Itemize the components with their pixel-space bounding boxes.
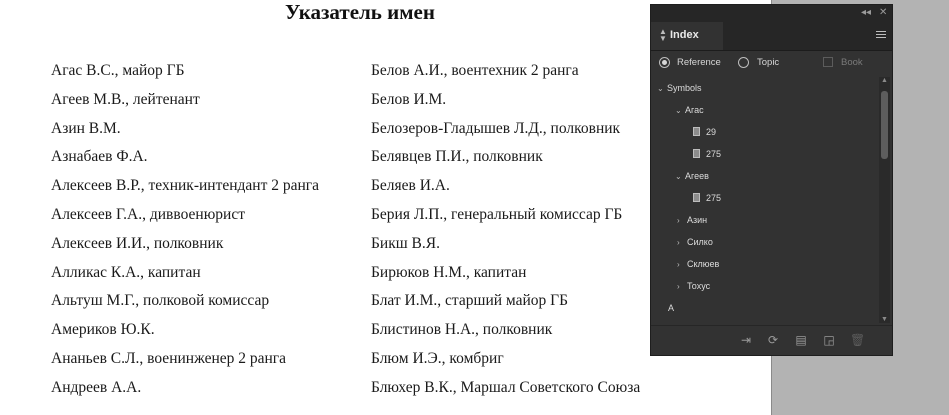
panel-bottom-bar	[651, 325, 892, 356]
refresh-icon[interactable]: ⟳	[767, 333, 779, 347]
scroll-up-icon[interactable]: ▲	[881, 77, 888, 84]
index-panel	[650, 4, 893, 356]
page-icon	[693, 127, 700, 136]
index-entry: Блат И.М., старший майор ГБ	[371, 292, 569, 310]
index-entry: Азнабаев Ф.А.	[51, 148, 148, 166]
index-entry: Бирюков Н.М., капитан	[371, 263, 527, 281]
new-entry-icon[interactable]: ▤	[795, 333, 807, 347]
index-entry: Блистинов Н.А., полковник	[371, 321, 553, 339]
scroll-thumb[interactable]	[881, 91, 888, 159]
index-entry: Белозеров-Гладышев Л.Д., полковник	[371, 119, 621, 137]
index-entry: Америков Ю.К.	[51, 321, 155, 339]
index-mode-options	[651, 51, 892, 75]
page-title: Указатель имен	[285, 0, 435, 24]
index-column-right	[371, 60, 640, 406]
tree-node-agas[interactable]: ⌄ Агас	[675, 102, 704, 118]
tab-index-label: Index	[670, 29, 699, 41]
close-panel-icon[interactable]: ✕	[879, 7, 888, 18]
tree-page-ref[interactable]: 275	[693, 190, 721, 206]
index-entry: Белявцев П.И., полковник	[371, 148, 543, 166]
index-entry: Белов А.И., воентехник 2 ранга	[371, 62, 579, 79]
tree-node-collapsed[interactable]: › Силко	[677, 234, 713, 250]
topic-radio[interactable]	[738, 57, 749, 68]
tree-node-symbols[interactable]: ⌄ Symbols	[657, 80, 702, 96]
tab-index[interactable]	[651, 22, 723, 50]
book-label: Book	[841, 57, 863, 68]
index-entry: Алексеев Г.А., диввоенюрист	[51, 205, 245, 223]
chevron-down-icon[interactable]: ⌄	[675, 172, 682, 181]
page-icon	[693, 149, 700, 158]
book-checkbox	[823, 57, 833, 67]
tab-arrows-icon: ▲ ▼	[659, 27, 667, 43]
index-entry: Алексеев И.И., полковник	[51, 234, 224, 252]
tree-node-collapsed[interactable]: › Склюев	[677, 256, 719, 272]
reference-label[interactable]: Reference	[677, 57, 721, 68]
index-entry: Алликас К.А., капитан	[51, 263, 201, 281]
index-entry: Ананьев С.Л., военинженер 2 ранга	[51, 349, 287, 367]
tree-node-letter[interactable]: A	[668, 303, 675, 313]
delete-icon: 🗑	[850, 333, 866, 347]
index-entry: Блюхер В.К., Маршал Советского Союза	[371, 378, 641, 396]
topic-label[interactable]: Topic	[757, 57, 780, 68]
chevron-right-icon[interactable]: ›	[677, 216, 680, 225]
panel-menu-icon[interactable]	[876, 31, 886, 40]
new-page-icon[interactable]: ◲	[823, 333, 835, 347]
index-column-left	[51, 60, 319, 406]
chevron-right-icon[interactable]: ›	[677, 238, 680, 247]
tree-node-collapsed[interactable]: › Тохус	[677, 278, 710, 294]
chevron-down-icon[interactable]: ⌄	[657, 84, 664, 93]
chevron-right-icon[interactable]: ›	[677, 282, 680, 291]
index-entry: Андреев А.А.	[51, 378, 142, 396]
tree-page-ref[interactable]: 275	[693, 146, 721, 162]
index-entry: Альтуш М.Г., полковой комиссар	[51, 292, 270, 310]
page-icon	[693, 193, 700, 202]
chevron-down-icon[interactable]: ⌄	[675, 106, 682, 115]
tree-node-collapsed[interactable]: › Азин	[677, 212, 707, 228]
chevron-right-icon[interactable]: ›	[677, 260, 680, 269]
index-entry: Агеев М.В., лейтенант	[51, 90, 200, 108]
index-entry: Агас В.С., майор ГБ	[51, 62, 185, 79]
index-entry: Белов И.М.	[371, 90, 447, 108]
reference-radio[interactable]	[659, 57, 670, 68]
index-entry: Беляев И.А.	[371, 177, 450, 195]
scroll-down-icon[interactable]: ▼	[881, 316, 888, 323]
index-entry: Берия Л.П., генеральный комиссар ГБ	[371, 205, 623, 223]
index-entry: Блюм И.Э., комбриг	[371, 349, 504, 367]
go-to-entry-icon[interactable]: ⇥	[740, 333, 752, 347]
index-entry: Азин В.М.	[51, 119, 121, 137]
panel-tab-row	[651, 22, 892, 51]
index-entry: Бикш В.Я.	[371, 234, 440, 252]
collapse-panel-icon[interactable]: ◂◂	[861, 7, 872, 18]
panel-titlebar[interactable]	[651, 5, 892, 22]
tree-node-ageev[interactable]: ⌄ Агеев	[675, 168, 709, 184]
tree-page-ref[interactable]: 29	[693, 124, 716, 140]
tree-scrollbar[interactable]	[879, 77, 890, 323]
index-entry: Алексеев В.Р., техник-интендант 2 ранга	[51, 177, 320, 195]
index-tree	[651, 77, 879, 323]
